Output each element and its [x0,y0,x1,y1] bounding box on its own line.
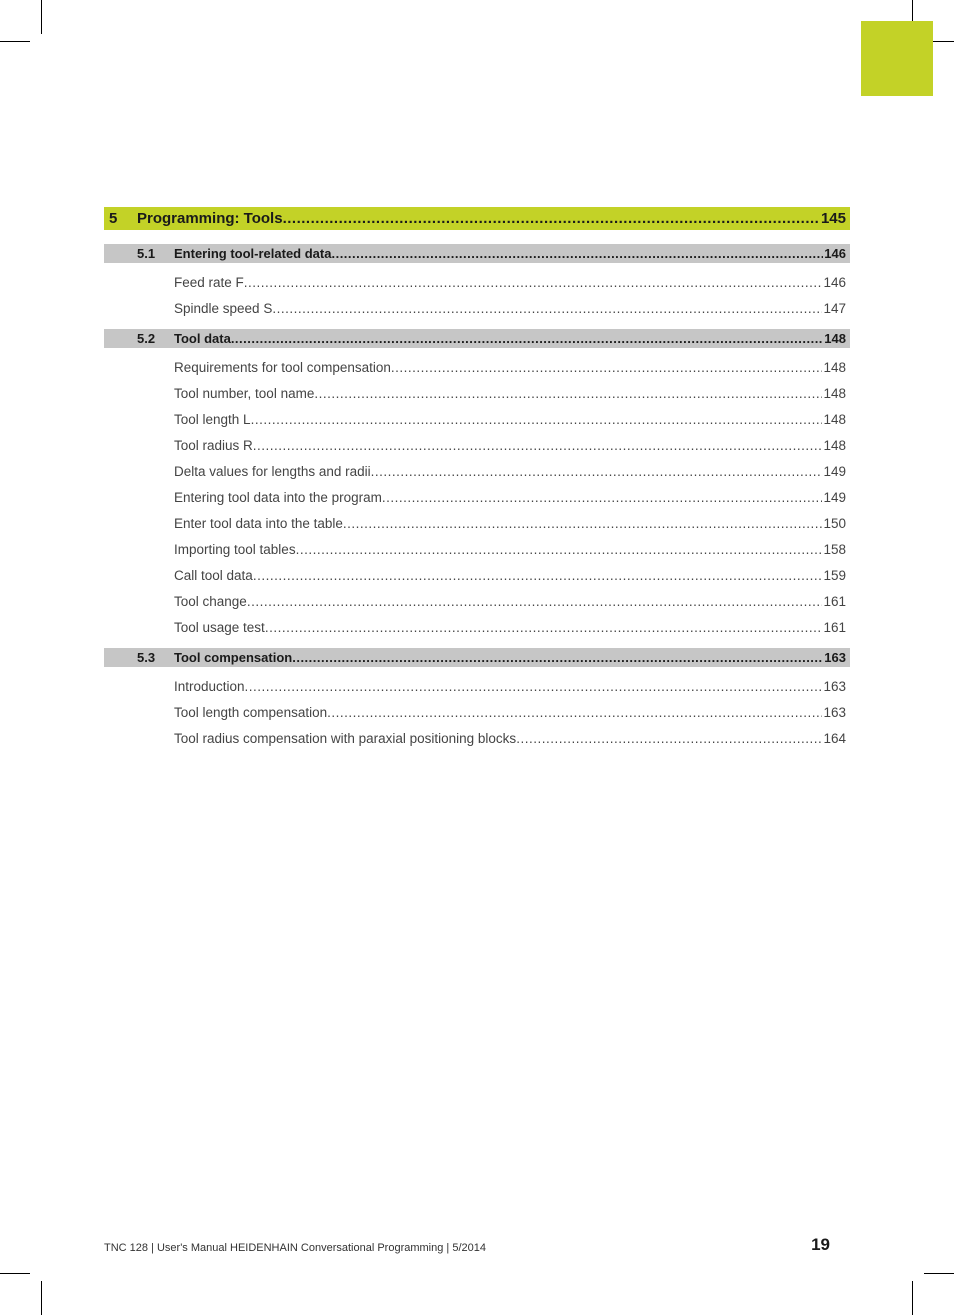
entry-page: 148 [823,385,846,401]
toc-entry[interactable] [104,562,850,588]
table-of-contents [104,207,850,751]
entry-page: 149 [823,463,846,479]
entry-title: Spindle speed S [174,300,273,316]
dot-leader [244,275,823,290]
dot-leader [283,210,820,227]
chapter-tab-marker [861,21,933,96]
toc-section-row[interactable] [104,244,850,263]
dot-leader [265,620,823,635]
section-number: 5.1 [137,246,156,261]
dot-leader [327,705,822,720]
dot-leader [343,516,823,531]
crop-mark [912,1281,913,1315]
entry-title: Tool usage test [174,619,265,635]
section-page: 163 [824,650,846,665]
section-title: Tool data [174,331,231,346]
toc-entry[interactable] [104,269,850,295]
dot-leader [391,360,823,375]
entry-page: 163 [823,678,846,694]
toc-entry[interactable] [104,725,850,751]
footer-page-number: 19 [811,1235,830,1254]
crop-mark [41,1281,42,1315]
section-title: Tool compensation [174,650,293,665]
entry-title: Feed rate F [174,274,244,290]
entry-page: 161 [823,619,846,635]
toc-entry[interactable] [104,614,850,640]
dot-leader [516,731,822,746]
toc-entry[interactable] [104,699,850,725]
entry-title: Tool radius compensation with paraxial positioning blocks [174,730,517,746]
toc-entry[interactable] [104,432,850,458]
entry-page: 148 [823,437,846,453]
toc-entry[interactable] [104,673,850,699]
entry-page: 161 [823,593,846,609]
entry-page: 158 [823,541,846,557]
toc-entry[interactable] [104,380,850,406]
entry-title: Requirements for tool compensation [174,359,391,375]
entry-title: Call tool data [174,567,253,583]
footer-text: TNC 128 | User's Manual HEIDENHAIN Conversational Programming | 5/2014 [104,1242,486,1254]
section-title: Entering tool-related data [174,246,332,261]
entry-page: 150 [823,515,846,531]
chapter-number: 5 [109,210,118,227]
entry-title: Tool radius R [174,437,253,453]
entry-title: Delta values for lengths and radii [174,463,371,479]
section-page: 146 [824,246,846,261]
toc-entry[interactable] [104,354,850,380]
toc-entry[interactable] [104,588,850,614]
chapter-title: Programming: Tools [137,210,283,227]
entry-title: Tool number, tool name [174,385,315,401]
toc-entry[interactable] [104,458,850,484]
dot-leader [245,679,823,694]
entry-page: 149 [823,489,846,505]
toc-section-row[interactable] [104,648,850,667]
dot-leader [253,438,823,453]
entry-page: 164 [823,730,846,746]
crop-mark [41,0,42,34]
entry-title: Enter tool data into the table [174,515,343,531]
entry-page: 148 [823,411,846,427]
entry-page: 146 [823,274,846,290]
entry-page: 159 [823,567,846,583]
crop-mark [924,1273,954,1274]
entry-title: Tool change [174,593,247,609]
dot-leader [272,301,822,316]
toc-entry[interactable] [104,484,850,510]
dot-leader [371,464,823,479]
toc-entry[interactable] [104,536,850,562]
entry-page: 148 [823,359,846,375]
section-number: 5.3 [137,650,156,665]
dot-leader [292,650,823,665]
dot-leader [251,412,823,427]
crop-mark [0,1273,30,1274]
entry-title: Entering tool data into the program [174,489,382,505]
entry-title: Tool length compensation [174,704,328,720]
section-number: 5.2 [137,331,156,346]
dot-leader [253,568,823,583]
entry-title: Importing tool tables [174,541,296,557]
toc-section-row[interactable] [104,329,850,348]
entry-title: Introduction [174,678,245,694]
toc-entry[interactable] [104,510,850,536]
entry-page: 147 [823,300,846,316]
dot-leader [247,594,823,609]
chapter-page: 145 [820,210,846,227]
dot-leader [314,386,822,401]
entry-page: 163 [823,704,846,720]
dot-leader [296,542,823,557]
dot-leader [231,331,823,346]
section-page: 148 [824,331,846,346]
toc-entry[interactable] [104,406,850,432]
toc-entry[interactable] [104,295,850,321]
toc-chapter-row[interactable] [104,207,850,230]
crop-mark [0,41,30,42]
dot-leader [331,246,823,261]
dot-leader [382,490,823,505]
entry-title: Tool length L [174,411,251,427]
